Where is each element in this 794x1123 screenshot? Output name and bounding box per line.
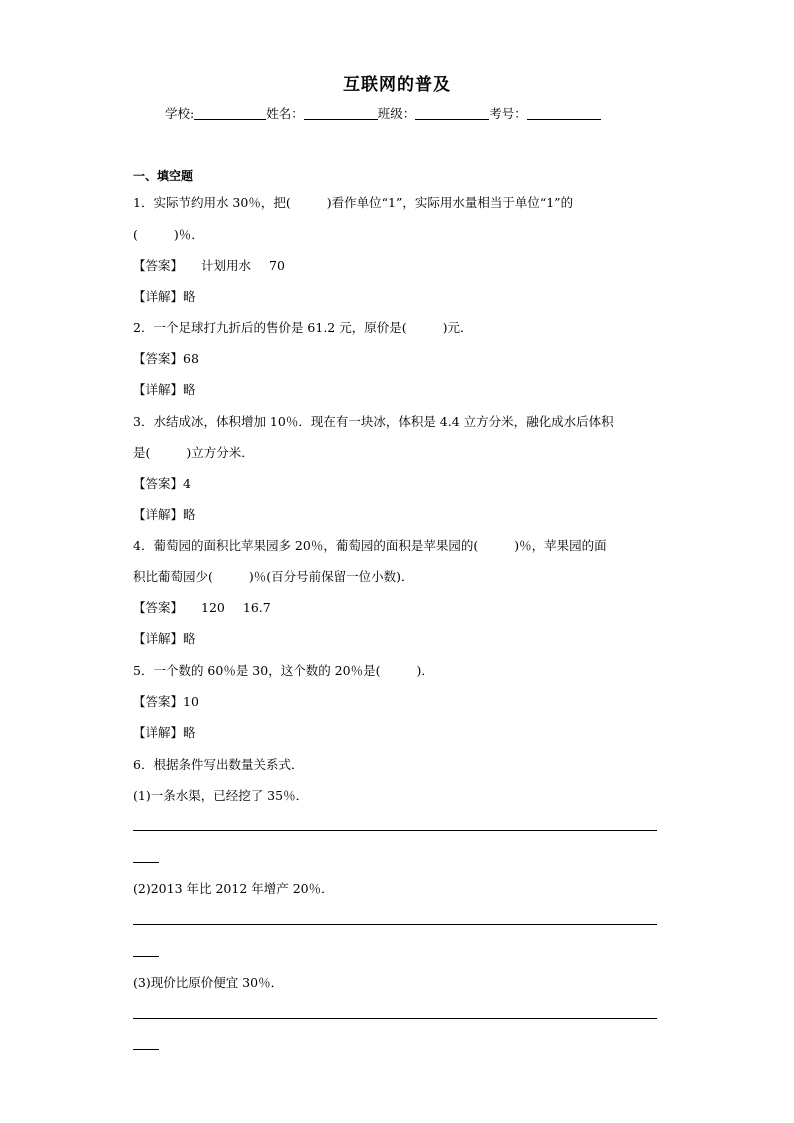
answer-line[interactable] (133, 830, 657, 831)
detail-text: 略 (183, 382, 196, 397)
answer-line[interactable] (133, 924, 657, 925)
question-3-line-1: 3．水结成冰，体积增加 10％．现在有一块冰，体积是 4.4 立方分米，融化成水后体积 (133, 414, 614, 429)
detail-text: 略 (183, 507, 196, 522)
detail-1 (133, 287, 196, 305)
detail-label: 【详解】 (133, 289, 184, 304)
school-label: 学校: (165, 106, 195, 121)
answer-label: 【答案】 (133, 476, 184, 491)
answer-1 (133, 256, 285, 274)
class-blank[interactable] (415, 106, 489, 120)
question-5: 5．一个数的 60％是 30，这个数的 20％是( )． (133, 663, 434, 678)
answer-value: 4 (183, 476, 191, 491)
section-title: 一、填空题 (133, 169, 194, 183)
answer-value: 70 (269, 258, 285, 273)
answer-value: 68 (183, 351, 199, 366)
detail-label: 【详解】 (133, 507, 184, 522)
question-1-line-2: ( )％． (133, 227, 204, 242)
question-3-line-2: 是( )立方分米． (133, 445, 254, 460)
answer-5 (133, 692, 199, 710)
class-label: 班级： (377, 106, 416, 121)
question-4-line-1: 4．葡萄园的面积比苹果园多 20％，葡萄园的面积是苹果园的( )％，苹果园的面 (133, 538, 607, 553)
detail-text: 略 (183, 289, 196, 304)
number-label: 考号： (489, 106, 527, 121)
detail-3 (133, 505, 196, 523)
answer-label: 【答案】 (133, 351, 184, 366)
number-blank[interactable] (527, 106, 601, 120)
answer-value: 120 (201, 600, 225, 615)
answer-4 (133, 598, 271, 616)
answer-3 (133, 474, 191, 492)
question-6-part-1: (1)一条水渠，已经挖了 35％． (133, 788, 309, 803)
answer-value: 16.7 (242, 600, 271, 615)
question-6-part-3: (3)现价比原价便宜 30％． (133, 975, 284, 990)
student-info-row (165, 104, 601, 122)
detail-label: 【详解】 (133, 631, 184, 646)
answer-line-end (133, 1049, 159, 1050)
question-4-line-2: 积比葡萄园少( )％(百分号前保留一位小数)． (133, 569, 414, 584)
answer-2 (133, 349, 199, 367)
detail-text: 略 (183, 631, 196, 646)
answer-line[interactable] (133, 1018, 657, 1019)
detail-2 (133, 380, 196, 398)
answer-label: 【答案】 (133, 694, 184, 709)
question-6-stem: 6．根据条件写出数量关系式． (133, 757, 304, 772)
answer-label: 【答案】 (133, 258, 184, 273)
page-title: 互联网的普及 (343, 75, 451, 95)
detail-label: 【详解】 (133, 725, 184, 740)
detail-label: 【详解】 (133, 382, 184, 397)
answer-label: 【答案】 (133, 600, 184, 615)
question-1-line-1: 1．实际节约用水 30％，把( )看作单位“1”，实际用水量相当于单位“1”的 (133, 195, 574, 210)
detail-4 (133, 629, 196, 647)
school-blank[interactable] (194, 106, 266, 120)
answer-value: 计划用水 (201, 258, 252, 273)
answer-line-end (133, 956, 159, 957)
answer-value: 10 (183, 694, 199, 709)
name-label: 姓名： (266, 106, 304, 121)
detail-text: 略 (183, 725, 196, 740)
question-2: 2．一个足球打九折后的售价是 61.2 元，原价是( )元． (133, 320, 473, 335)
name-blank[interactable] (304, 106, 378, 120)
answer-line-end (133, 862, 159, 863)
question-6-part-2: (2)2013 年比 2012 年增产 20％． (133, 881, 334, 896)
detail-5 (133, 723, 196, 741)
